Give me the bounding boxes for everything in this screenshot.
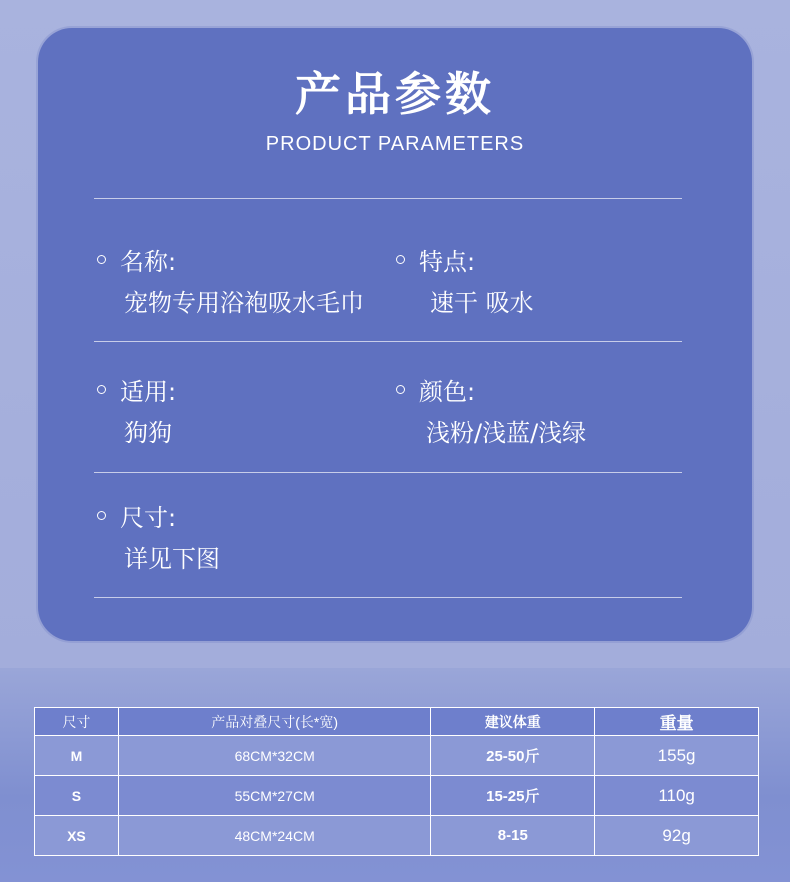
table-cell-recommended-weight: 25-50斤 [431,736,595,776]
circle-bullet-icon [97,385,106,394]
column-header-folded-size: 产品对叠尺寸(长*宽) [118,708,431,736]
table-cell-recommended-weight: 15-25斤 [431,776,595,816]
param-label: 颜色: [419,377,476,406]
param-label: 特点: [419,247,476,276]
circle-bullet-icon [97,255,106,264]
param-value: 狗狗 [124,419,172,447]
param-label: 适用: [120,377,177,406]
param-name [97,243,364,318]
circle-bullet-icon [396,385,405,394]
table-cell-weight: 92g [595,816,759,856]
param-label: 尺寸: [120,503,177,532]
table-cell-size: S [35,776,119,816]
param-value: 速干 吸水 [430,289,534,317]
size-table [34,707,759,856]
column-header-weight: 重量 [595,708,759,736]
table-cell-recommended-weight: 8-15 [431,816,595,856]
circle-bullet-icon [97,511,106,520]
page-title: 产品参数 [295,67,495,121]
column-header-size: 尺寸 [35,708,119,736]
param-value: 浅粉/浅蓝/浅绿 [426,419,587,447]
circle-bullet-icon [396,255,405,264]
param-value: 详见下图 [124,545,220,573]
divider [94,472,682,473]
divider [94,597,682,598]
table-row [35,816,759,856]
param-label: 名称: [120,247,177,276]
table-row [35,776,759,816]
table-header-row [35,708,759,736]
param-size [97,499,220,574]
table-row [35,736,759,776]
column-header-recommended-weight: 建议体重 [431,708,595,736]
table-cell-folded-size: 48CM*24CM [118,816,431,856]
table-cell-folded-size: 68CM*32CM [118,736,431,776]
table-cell-size: XS [35,816,119,856]
param-value: 宠物专用浴袍吸水毛巾 [124,289,364,317]
table-cell-weight: 110g [595,776,759,816]
param-color [396,373,586,448]
param-suitable [97,373,176,448]
divider [94,198,682,199]
divider [94,341,682,342]
table-cell-weight: 155g [595,736,759,776]
page-subtitle: PRODUCT PARAMETERS [265,133,525,155]
param-feature [396,243,534,318]
table-cell-size: M [35,736,119,776]
table-cell-folded-size: 55CM*27CM [118,776,431,816]
